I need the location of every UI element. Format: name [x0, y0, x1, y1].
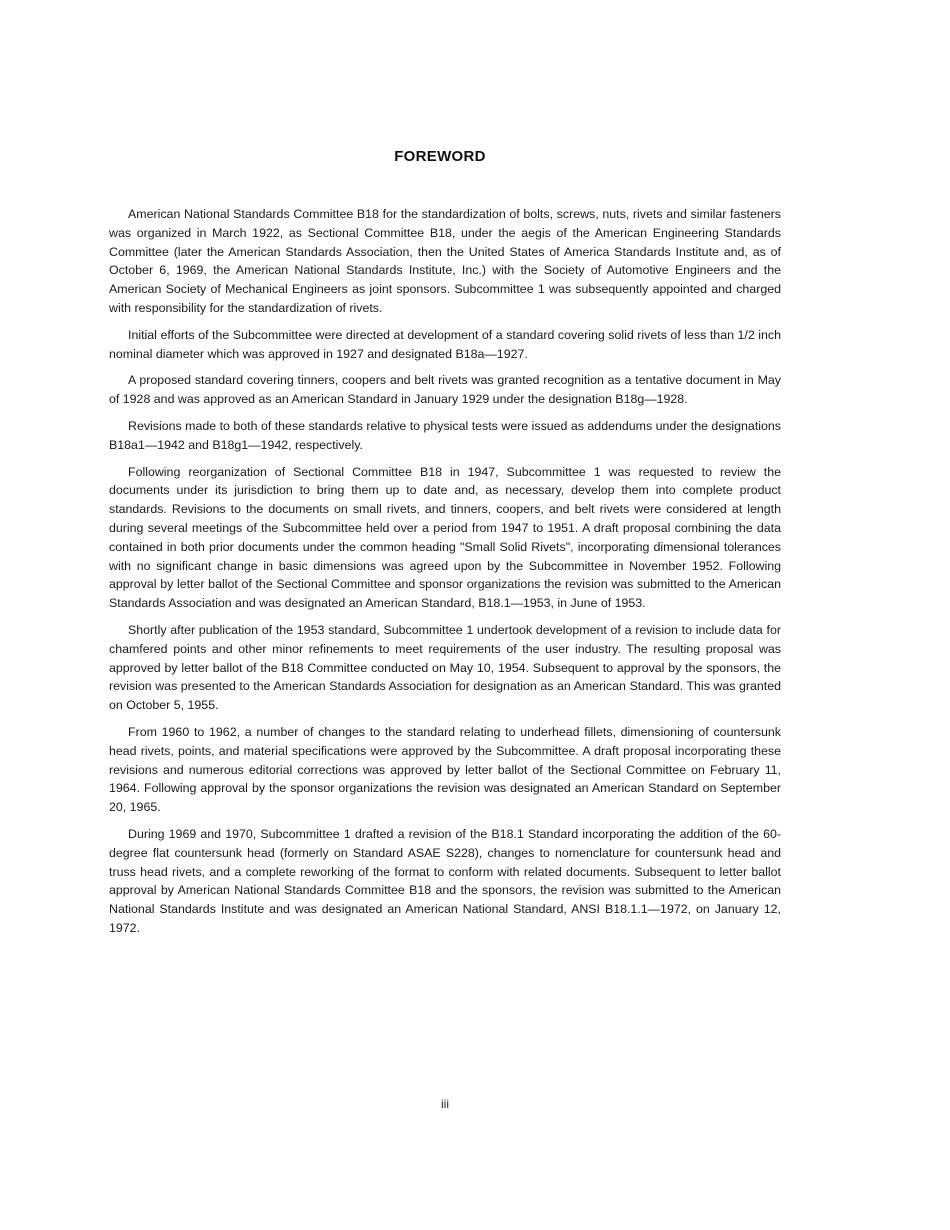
paragraph-1969-1970-revision: During 1969 and 1970, Subcommittee 1 drafted a revision of the B18.1 Standard incorporating the addition of the 60-degree flat countersunk head (formerly on Standard ASAE S228), changes to nomenclature for countersunk head and truss head rivets, and a complete reworking of the format to conform with related documents. Subsequent to letter ballot approval by American National Standards Committee B18 and the sponsors, the revision was submitted to the American National Standards Institute and was designated an American National Standard, ANSI B18.1.1—1972, on January 12, 1972.	[109, 826, 781, 935]
paragraph-revisions-addendums: Revisions made to both of these standards relative to physical tests were issued as addendums under the designations B18a1—1942 and B18g1—1942, respectively.	[109, 418, 781, 452]
paragraph-tinners-coopers-rivets: A proposed standard covering tinners, coopers and belt rivets was granted recognition as a tentative document in May of 1928 and was approved as an American Standard in January 1929 under the designation B18g—1928.	[109, 373, 781, 407]
paragraph-1953-revision: Shortly after publication of the 1953 standard, Subcommittee 1 undertook development of a revision to include data for chamfered points and other minor refinements to meet requirements of the user industry. The resulting proposal was approved by letter ballot of the B18 Committee conducted on May 10, 1954. Subsequent to approval by the sponsors, the revision was presented to the American Standards Association for designation as an American Standard. This was granted on October 5, 1955.	[109, 622, 781, 713]
paragraph-1960-1962-changes: From 1960 to 1962, a number of changes to the standard relating to underhead fillets, dimensioning of countersunk head rivets, points, and material specifications were approved by the Subcommittee. A draft proposal incorporating these revisions and numerous editorial corrections was approved by letter ballot of the Sectional Committee on February 11, 1964. Following approval by the sponsor organizations the revision was designated an American Standard on September 20, 1965.	[109, 724, 781, 815]
paragraph-committee-history: American National Standards Committee B18 for the standardization of bolts, screws, nuts, rivets and similar fasteners was organized in March 1922, as Sectional Committee B18, under the aegis of the American Engineering Standards Committee (later the American Standards Association, then the United States of America Standards Institute and, as of October 6, 1969, the American National Standards Institute, Inc.) with the Society of Automotive Engineers and the American Society of Mechanical Engineers as joint sponsors. Subcommittee 1 was subsequently appointed and charged with responsibility for the standardization of rivets.	[109, 207, 781, 315]
page-title: FOREWORD	[394, 148, 486, 165]
page-number: iii	[441, 1097, 449, 1111]
foreword-body	[109, 205, 781, 946]
paragraph-reorganization: Following reorganization of Sectional Committee B18 in 1947, Subcommittee 1 was requested to review the documents under its jurisdiction to bring them up to date and, as necessary, develop them into complete product standards. Revisions to the documents on small rivets, and tinners, coopers, and belt rivets were considered at length during several meetings of the Subcommittee held over a period from 1947 to 1951. A draft proposal combining the data contained in both prior documents under the common heading "Small Solid Rivets", incorporating dimensional tolerances with no significant change in basic dimensions was agreed upon by the Subcommittee in November 1952. Following approval by letter ballot of the Sectional Committee and sponsor organizations the revision was submitted to the American Standards Association and was designated an American Standard, B18.1—1953, in June of 1953.	[109, 464, 781, 611]
paragraph-initial-efforts: Initial efforts of the Subcommittee were directed at development of a standard covering solid rivets of less than 1/2 inch nominal diameter which was approved in 1927 and designated B18a—1927.	[109, 327, 781, 361]
